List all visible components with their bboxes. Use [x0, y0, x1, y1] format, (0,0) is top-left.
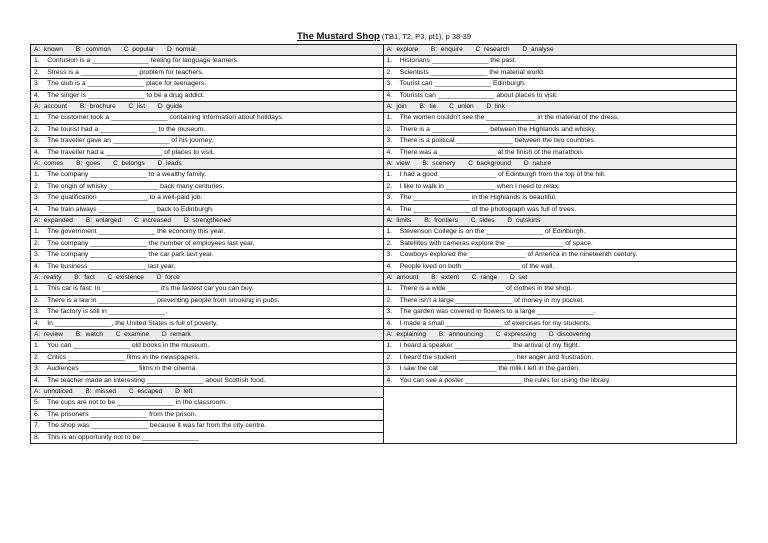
title-reference: (TB1, T2, P3, pt1), p 38-39 [379, 32, 472, 41]
gap-fill-sentence: 2. Satellites with cameras explore the _______________ of space. [384, 239, 737, 251]
exercise-block-right [384, 216, 737, 272]
exercise-block-left [31, 159, 384, 215]
gap-fill-sentence: 2. There is a _______________ between the Highlands and whisky. [384, 125, 737, 137]
exercise-block-left [31, 330, 384, 386]
gap-fill-sentence: 8. This is an opportunity not to be _______________ [34, 433, 199, 441]
gap-fill-sentence: 1. The women couldn't see the _____________ in the material of the dress. [384, 113, 737, 125]
gap-fill-sentence: 1. Historians _______________ the past. [384, 56, 737, 68]
exercise-row [31, 272, 736, 329]
exercise-block-left [31, 273, 384, 329]
gap-fill-sentence: 1. Stevenson College is on the _______________ of Edinburgh. [384, 227, 737, 239]
gap-fill-sentence: 1. There is a wide _______________ of clothes in the shop. [384, 284, 737, 296]
exercise-row [31, 101, 736, 158]
word-options: A: explaining B: announcing C expressing D discovering [384, 330, 737, 341]
exercise-table [30, 44, 737, 444]
word-options: A: comes B: goes C belongs D leads [31, 159, 383, 170]
word-options: A: account B: brochure C list D guide [31, 102, 383, 113]
gap-fill-sentence: 7. The shop was _______________ because it was far from the city centre. [31, 421, 383, 433]
gap-fill-sentence: 3. I saw the cat _______________ the milk I left in the garden. [384, 364, 737, 376]
gap-fill-sentence: 2. Stress is a _______________ problem for teachers. [31, 68, 383, 80]
exercise-block-right [384, 102, 737, 158]
gap-fill-sentence: 3. The factory is still in _______________. [31, 307, 383, 319]
gap-fill-sentence: 3. There is a political _______________ between the two countries. [384, 136, 737, 148]
gap-fill-sentence: 1. The company _______________ to a wealthy family. [31, 170, 383, 182]
exercise-block-right [384, 45, 737, 101]
gap-fill-sentence: 1. This car is fast. In _______________ it's the fastest car you can buy. [31, 284, 383, 296]
gap-fill-sentence: 3. Cowboys explored the _______________ of America in the nineteenth century. [384, 250, 737, 262]
gap-fill-sentence: 1. I heard a speaker _______________ the arrival of my flight. [384, 341, 737, 353]
word-options: A: reality B: fact C existence D force [31, 273, 383, 284]
gap-fill-sentence: 4. The _______________ of the photograph was full of trees. [386, 205, 577, 213]
gap-fill-sentence: 3. The _______________ in the Highlands is beautiful. [384, 193, 737, 205]
exercise-row [31, 386, 736, 443]
exercise-block-left [31, 387, 384, 443]
word-options: A: known B: common C popular D normal [31, 45, 383, 56]
gap-fill-sentence: 4. The teacher made an interesting _______________ about Scottish food. [34, 376, 266, 384]
title-main: The Mustard Shop [296, 31, 380, 42]
exercise-row [31, 329, 736, 386]
gap-fill-sentence: 4. Tourists can _______________ about places to visit. [386, 91, 558, 99]
word-options: A: review B: watch C examine D remark [31, 330, 383, 341]
gap-fill-sentence: 1. I had a good _______________ of Edinburgh from the top of the hill. [384, 170, 737, 182]
gap-fill-sentence: 4. People lived on both _______________ of the wall. [386, 262, 555, 270]
gap-fill-sentence: 3. Audiences _______________ films in the cinema. [31, 364, 383, 376]
exercise-block-left [31, 216, 384, 272]
gap-fill-sentence: 3. The qualification _____________ to a well-paid job. [31, 193, 383, 205]
gap-fill-sentence: 3. The garden was covered in flowers to a large _______________. [384, 307, 737, 319]
exercise-block-right [384, 330, 737, 386]
gap-fill-sentence: 1. The government _______________ the economy this year. [31, 227, 383, 239]
word-options: A: expanded B: enlarged C increased D strengthened [31, 216, 383, 227]
gap-fill-sentence: 2. The tourist had a _______________ to the museum. [31, 125, 383, 137]
gap-fill-sentence: 2. I like to walk in _____________ when I need to relax. [384, 182, 737, 194]
gap-fill-sentence: 4. The business _______________ last year. [34, 262, 176, 270]
gap-fill-sentence: 1. The customer took a _______________ containing information about holidays. [31, 113, 383, 125]
page-title [0, 29, 768, 43]
exercise-block-right [384, 273, 737, 329]
exercise-block-left [31, 102, 384, 158]
gap-fill-sentence: 4. You can see a poster _______________ the rules for using the library. [386, 376, 611, 384]
word-options: A: unnoticed B: missed C escaped D left [31, 387, 383, 398]
exercise-row [31, 215, 736, 272]
empty-block [384, 387, 737, 443]
exercise-block-left [31, 45, 384, 101]
exercise-block-right [384, 159, 737, 215]
gap-fill-sentence: 3. The company _______________ the car park last year. [31, 250, 383, 262]
gap-fill-sentence: 2. There isn't a large _______________ of money in my pocket. [384, 296, 737, 308]
gap-fill-sentence: 3. The traveller gave an _______________ of his journey. [31, 136, 383, 148]
gap-fill-sentence: 2. The origin of whisky _____________ back many centuries. [31, 182, 383, 194]
word-options: A: join B: tie C union D link [384, 102, 737, 113]
gap-fill-sentence: 4. I made a small _______________ of exercises for my students. [386, 319, 591, 327]
gap-fill-sentence: 5. The cups are not to be _______________ in the classroom. [31, 398, 383, 410]
gap-fill-sentence: 1. Confusion is a _______________ feeling for language learners. [31, 56, 383, 68]
exercise-row [31, 45, 736, 101]
gap-fill-sentence: 4. In _______________, the United States is full of poverty. [34, 319, 218, 327]
gap-fill-sentence: 4. The singer is _______________ to be a drug addict. [34, 91, 205, 99]
exercise-row [31, 158, 736, 215]
gap-fill-sentence: 3. Tourist can _______________ Edinburgh. [384, 79, 737, 91]
gap-fill-sentence: 4. There was a _______________ at the finish of the marathon. [386, 148, 584, 156]
gap-fill-sentence: 2. The company _______________ the number of employees last year. [31, 239, 383, 251]
gap-fill-sentence: 2. Scientists _______________ the material world. [384, 68, 737, 80]
word-options: A: amount B: extent C range D set [384, 273, 737, 284]
gap-fill-sentence: 4. The train always _______________ back to Edinburgh. [34, 205, 214, 213]
word-options: A: view B: scenery C background D nature [384, 159, 737, 170]
word-options: A: limits B: frontiers C sides D outskirts [384, 216, 737, 227]
gap-fill-sentence: 2. I heard the student _______________ her anger and frustration. [384, 353, 737, 365]
gap-fill-sentence: 2. There is a law in _______________ preventing people from smoking in pubs. [31, 296, 383, 308]
gap-fill-sentence: 6. The prisoners _______________ from the prison. [31, 410, 383, 422]
word-options: A: explore B: enquire C research D analyse [384, 45, 737, 56]
gap-fill-sentence: 3. The club is a _______________ place for teenagers. [31, 79, 383, 91]
gap-fill-sentence: 4. The traveller had a _______________ of places to visit. [34, 148, 215, 156]
gap-fill-sentence: 1. You can _______________ old books in the museum. [31, 341, 383, 353]
gap-fill-sentence: 2. Critics _______________ films in the newspapers. [31, 353, 383, 365]
